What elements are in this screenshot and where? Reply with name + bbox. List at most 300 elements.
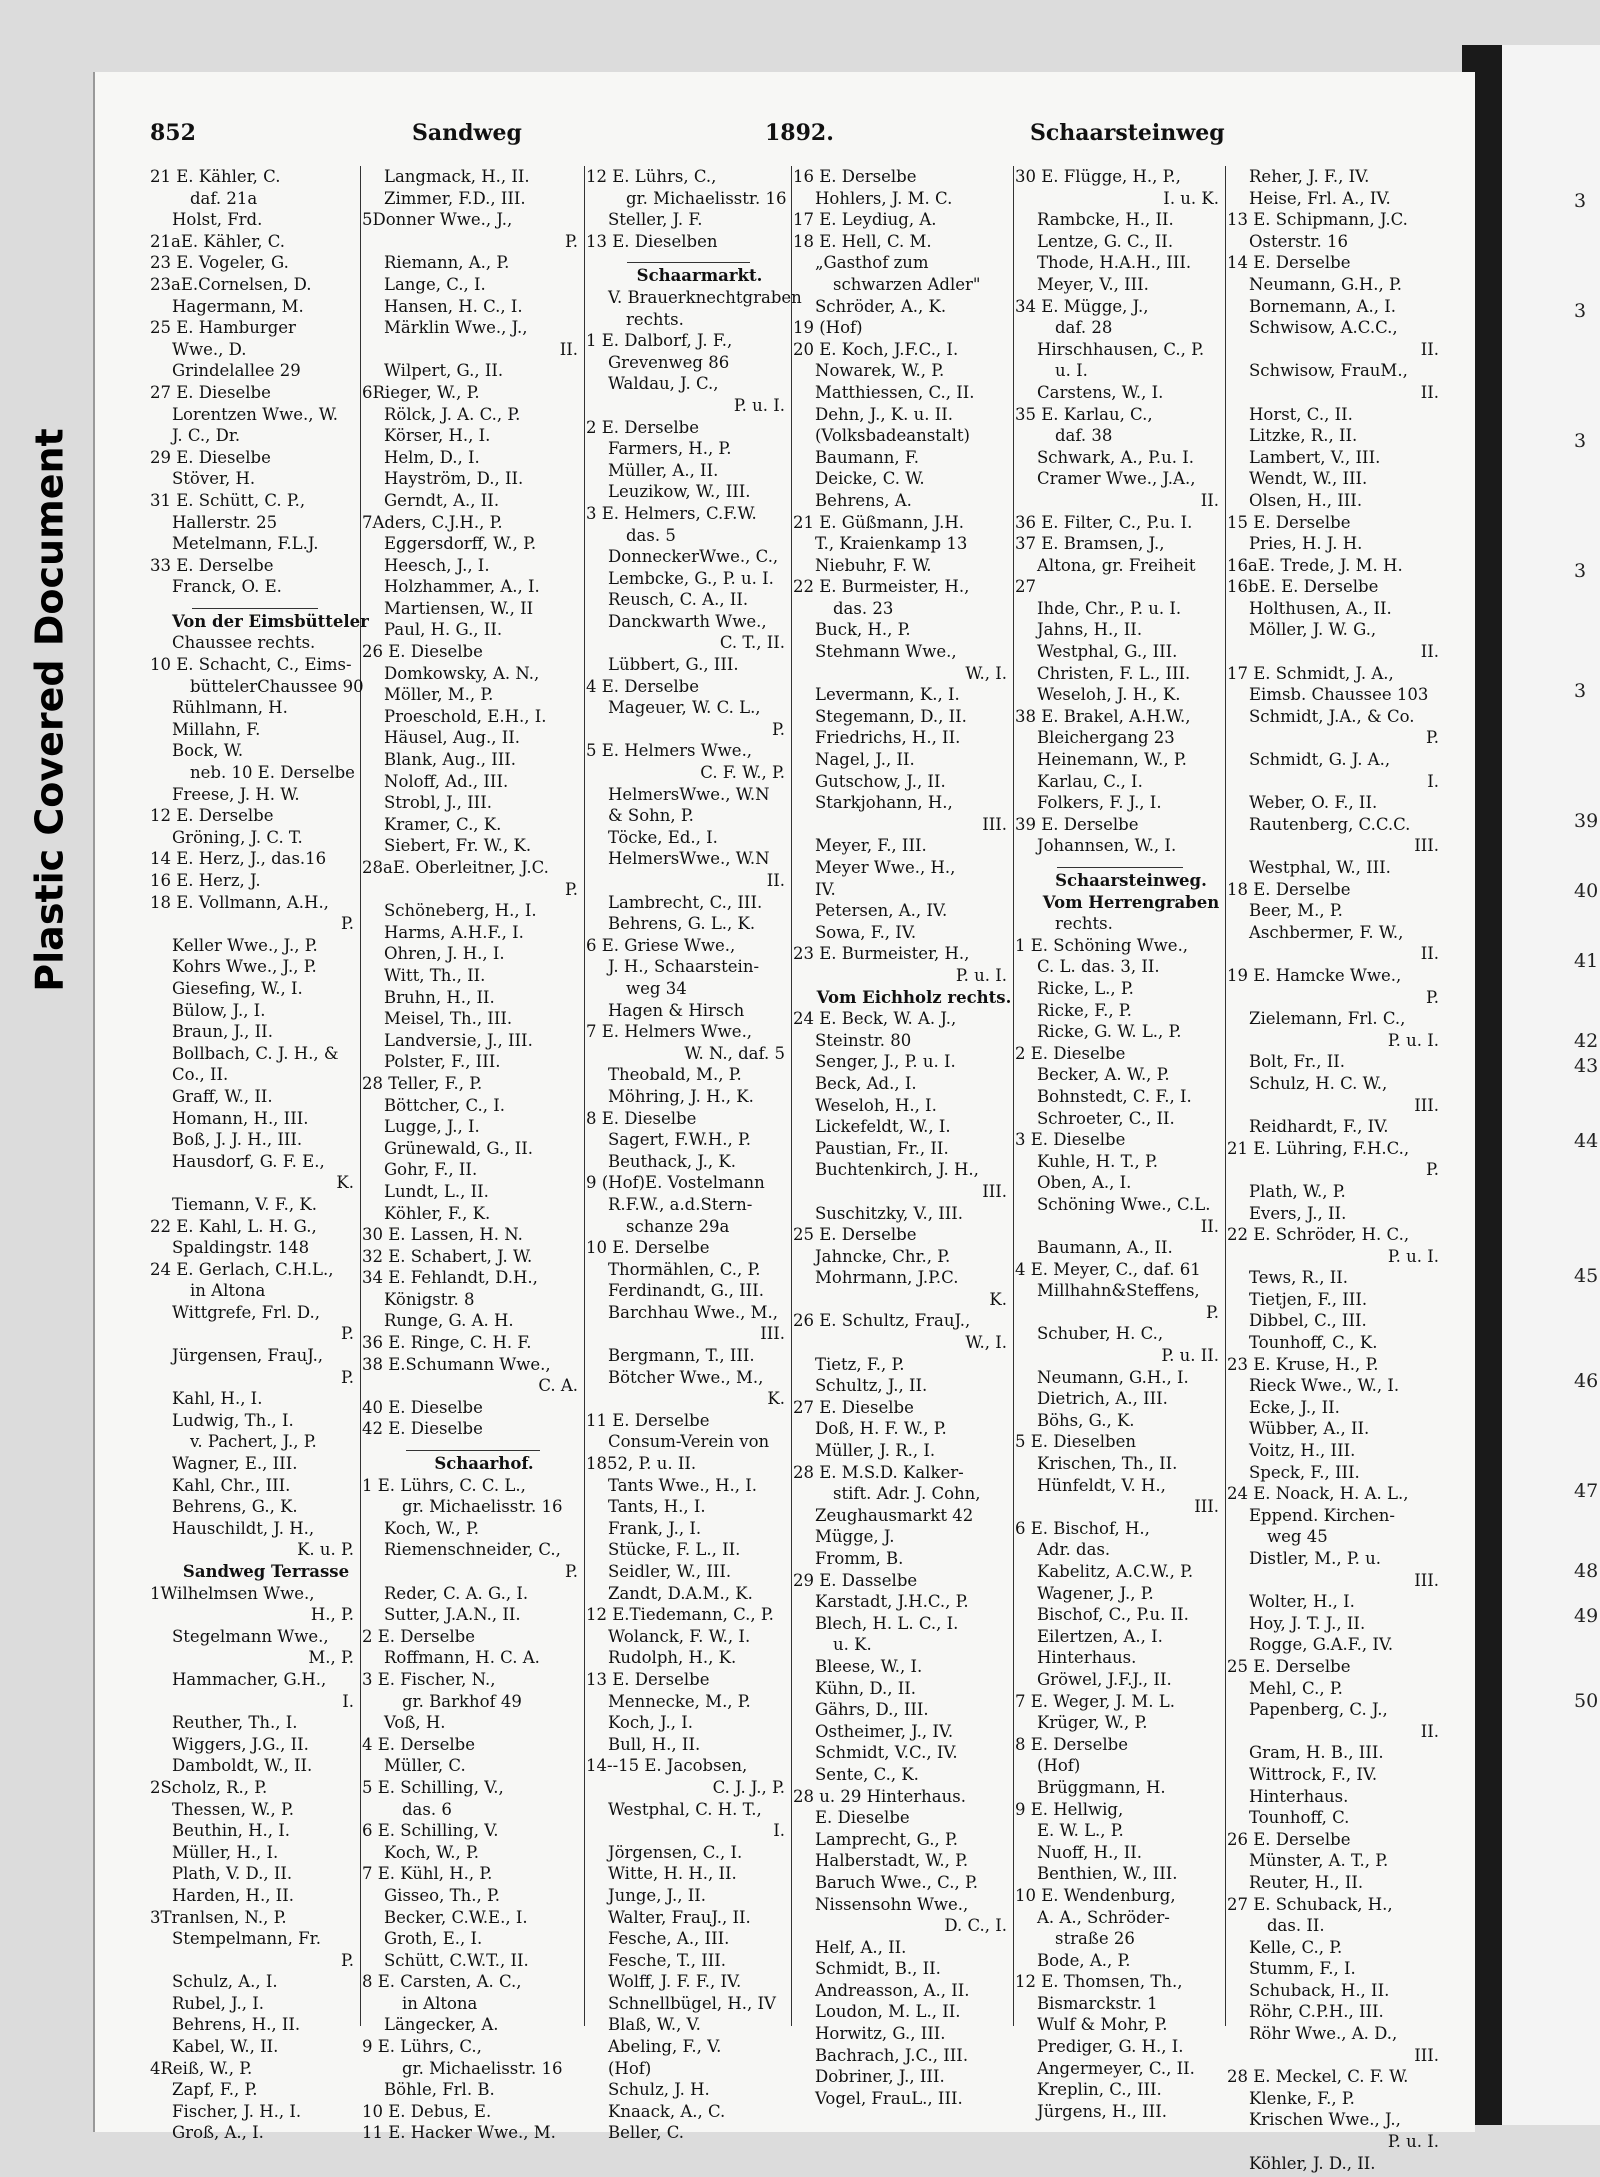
- directory-entry: Möhring, J. H., K.: [608, 1086, 754, 1106]
- directory-entry: Jahns, H., II.: [1037, 620, 1143, 640]
- directory-entry: 21 E. Lühring, F.H.C.,: [1227, 1138, 1410, 1158]
- directory-entry: Riemann, A., P.: [384, 253, 510, 273]
- edge-number: 43: [1574, 1055, 1599, 1077]
- directory-entry: Hauschildt, J. H.,: [172, 1518, 315, 1538]
- directory-entry: Wittrock, F., IV.: [1249, 1764, 1378, 1784]
- directory-entry: Abeling, F., V.: [608, 2037, 722, 2057]
- directory-entry: Krüger, W., P.: [1037, 1713, 1148, 1733]
- directory-entry: 2 E. Dieselbe: [1015, 1043, 1126, 1063]
- directory-entry: Fesche, A., III.: [608, 1929, 730, 1949]
- directory-entry: Millahn, F.: [172, 719, 261, 739]
- directory-entry: 26 E. Dieselbe: [362, 642, 483, 662]
- directory-entry: Christen, F. L., III.: [1037, 663, 1191, 683]
- directory-entry: Freese, J. H. W.: [172, 784, 300, 804]
- directory-entry: Bergmann, T., III.: [608, 1346, 755, 1366]
- directory-entry: Rubel, J., I.: [172, 1993, 264, 2013]
- edge-number: 46: [1574, 1370, 1599, 1392]
- directory-entry: Heinemann, W., P.: [1037, 750, 1187, 770]
- directory-entry: 18 E. Hell, C. M.: [793, 231, 932, 251]
- directory-entry: Runge, G. A. H.: [384, 1311, 514, 1331]
- edge-number: 50: [1574, 1690, 1599, 1712]
- directory-entry: Lorentzen Wwe., W.: [172, 404, 339, 424]
- directory-entry: Starkjohann, H.,: [815, 793, 953, 813]
- directory-entry: HelmersWwe., W.N: [608, 784, 770, 804]
- directory-entry: Speck, F., III.: [1249, 1462, 1360, 1482]
- directory-entry: 19 E. Hamcke Wwe.,: [1227, 965, 1402, 985]
- directory-entry: Litzke, R., II.: [1249, 426, 1358, 446]
- directory-entry: Andreasson, A., II.: [815, 1980, 970, 2000]
- column-rule: [1225, 166, 1226, 2026]
- directory-entry: gr. Barkhof 49: [402, 1691, 522, 1711]
- directory-entry: Stempelmann, Fr.: [172, 1929, 321, 1949]
- directory-entry: 3 E. Fischer, N.,: [362, 1669, 496, 1689]
- directory-entry: 34 E. Mügge, J.,: [1015, 296, 1149, 316]
- directory-entry: Meisel, Th., III.: [384, 1009, 513, 1029]
- directory-entry: Meyer Wwe., H.,: [815, 858, 956, 877]
- header-right-title: Schaarsteinweg: [1030, 120, 1225, 146]
- directory-entry: Westphal, W., III.: [1249, 858, 1391, 877]
- directory-entry: Carstens, W., I.: [1037, 382, 1164, 402]
- directory-entry: Sente, C., K.: [815, 1764, 919, 1784]
- directory-entry: 7 E. Helmers Wwe.,: [586, 1022, 753, 1042]
- directory-entry: Adr. das.: [1037, 1540, 1111, 1560]
- directory-entry: DonneckerWwe., C.,: [608, 547, 779, 567]
- directory-entry: Schroeter, C., II.: [1037, 1108, 1175, 1128]
- directory-entry: 4 E. Meyer, C., daf. 61: [1015, 1259, 1201, 1279]
- directory-entry: 40 E. Dieselbe: [362, 1397, 483, 1417]
- directory-entry: weg 45: [1267, 1527, 1328, 1547]
- directory-entry: D. C., I.: [944, 1916, 1007, 1936]
- directory-entry: 27 E. Schuback, H.,: [1227, 1894, 1393, 1914]
- directory-entry: Holzhammer, A., I.: [384, 577, 540, 597]
- directory-entry: 14--15 E. Jacobsen,: [586, 1756, 748, 1776]
- directory-entry: Harden, H., II.: [172, 1885, 294, 1905]
- directory-entry: Johannsen, W., I.: [1037, 836, 1177, 856]
- directory-entry: Lübbert, G., III.: [608, 655, 739, 675]
- directory-entry: Harms, A.H.F., I.: [384, 922, 524, 942]
- directory-column-4: [793, 166, 1013, 2108]
- directory-entry: Bohnstedt, C. F., I.: [1037, 1086, 1192, 1106]
- directory-entry: 13 E. Schipmann, J.C.: [1227, 210, 1408, 230]
- directory-entry: II.: [1420, 944, 1439, 964]
- directory-entry: C. L. das. 3, II.: [1037, 957, 1160, 977]
- directory-entry: Koch, W., P.: [384, 1842, 479, 1862]
- directory-entry: Consum-Verein von: [608, 1432, 770, 1452]
- directory-entry: Tietz, F., P.: [815, 1354, 905, 1374]
- column-rule: [584, 166, 585, 2026]
- directory-entry: Mehl, C., P.: [1249, 1678, 1343, 1698]
- directory-entry: Kuhle, H. T., P.: [1037, 1151, 1158, 1171]
- directory-entry: Gröwel, J.F.J., II.: [1037, 1669, 1172, 1689]
- directory-entry: 17 E. Schmidt, J. A.,: [1227, 663, 1394, 683]
- directory-entry: Böhs, G., K.: [1037, 1410, 1135, 1430]
- header-year: 1892.: [765, 120, 834, 146]
- directory-entry: Ferdinandt, G., III.: [608, 1281, 764, 1301]
- directory-entry: Mennecke, M., P.: [608, 1691, 751, 1711]
- directory-entry: Grünewald, G., II.: [384, 1138, 533, 1158]
- directory-entry: 12 E.Tiedemann, C., P.: [586, 1605, 774, 1625]
- directory-entry: Knaack, A., C.: [608, 2101, 726, 2121]
- directory-entry: Bolt, Fr., II.: [1249, 1052, 1345, 1072]
- directory-entry: Nagel, J., II.: [815, 750, 915, 770]
- directory-entry: Wittgrefe, Frl. D.,: [172, 1302, 321, 1322]
- directory-entry: Suschitzky, V., III.: [815, 1203, 964, 1223]
- directory-entry: gr. Michaelisstr. 16: [402, 2058, 563, 2078]
- directory-entry: Kabel, W., II.: [172, 2037, 279, 2057]
- directory-entry: Tants, H., I.: [608, 1497, 706, 1517]
- directory-entry: 3Tranlsen, N., P.: [150, 1907, 287, 1927]
- directory-entry: Wendt, W., III.: [1249, 469, 1368, 489]
- directory-entry: W., I.: [965, 663, 1007, 683]
- directory-entry: Behrens, G., K.: [172, 1497, 298, 1517]
- directory-entry: Gährs, D., III.: [815, 1700, 929, 1720]
- directory-entry: 10 E. Debus, E.: [362, 2101, 492, 2121]
- page-number: 852: [150, 120, 196, 146]
- directory-entry: 17 E. Leydiug, A.: [793, 210, 937, 230]
- directory-entry: Benthien, W., III.: [1037, 1864, 1178, 1884]
- directory-entry: Lambert, V., III.: [1249, 447, 1381, 467]
- directory-entry: K.: [767, 1389, 785, 1409]
- edge-number: 45: [1574, 1265, 1599, 1287]
- directory-entry: 16 E. Herz, J.: [150, 871, 261, 890]
- directory-entry: Schuber, H. C.,: [1037, 1324, 1164, 1344]
- directory-entry: E. W. L., P.: [1037, 1821, 1124, 1841]
- directory-entry: Reher, J. F., IV.: [1249, 167, 1370, 186]
- directory-entry: Töcke, Ed., I.: [608, 827, 718, 847]
- directory-entry: 36 E. Filter, C., P.u. I.: [1015, 512, 1193, 532]
- directory-entry: 35 E. Karlau, C.,: [1015, 404, 1153, 424]
- directory-entry: Vogel, FrauL., III.: [815, 2088, 963, 2108]
- directory-entry: Krischen Wwe., J.,: [1249, 2110, 1401, 2130]
- section-divider: [627, 252, 750, 263]
- directory-entry: Oben, A., I.: [1037, 1173, 1132, 1193]
- directory-entry: 8 E. Derselbe: [1015, 1734, 1128, 1754]
- directory-entry: 33 E. Derselbe: [150, 555, 274, 575]
- directory-entry: Ricke, G. W. L., P.: [1037, 1022, 1182, 1042]
- directory-entry: 28 Teller, F., P.: [362, 1073, 483, 1093]
- directory-entry: Gutschow, J., II.: [815, 771, 946, 791]
- directory-entry: Paustian, Fr., II.: [815, 1138, 949, 1158]
- section-divider: [406, 1440, 539, 1451]
- directory-entry: Karstadt, J.H.C., P.: [815, 1592, 969, 1612]
- directory-entry: P.: [564, 879, 578, 899]
- directory-entry: 12 E. Derselbe: [150, 806, 274, 826]
- directory-entry: 23 E. Burmeister, H.,: [793, 944, 970, 964]
- directory-entry: Ricke, L., P.: [1037, 978, 1134, 998]
- directory-entry: 7 E. Kühl, H., P.: [362, 1864, 493, 1884]
- directory-entry: Köhler, J. D., II.: [1249, 2153, 1376, 2173]
- directory-entry: 20 E. Koch, J.F.C., I.: [793, 339, 959, 359]
- directory-entry: Weseloh, J. H., K.: [1037, 685, 1181, 705]
- directory-entry: Stumm, F., I.: [1249, 1959, 1356, 1979]
- directory-entry: Märklin Wwe., J.,: [384, 318, 528, 338]
- edge-number: 41: [1574, 950, 1599, 972]
- directory-entry: Buchtenkirch, J. H.,: [815, 1160, 979, 1180]
- directory-entry: II.: [1420, 382, 1439, 402]
- directory-entry: Eppend. Kirchen-: [1249, 1505, 1395, 1525]
- directory-entry: 12 E. Lührs, C.,: [586, 167, 717, 186]
- directory-entry: 34 E. Fehlandt, D.H.,: [362, 1268, 538, 1288]
- directory-entry: Strobl, J., III.: [384, 793, 492, 813]
- directory-entry: 21aE. Kähler, C.: [150, 231, 286, 251]
- directory-entry: Altona, gr. Freiheit: [1037, 555, 1196, 575]
- directory-entry: Reuther, Th., I.: [172, 1713, 298, 1733]
- directory-entry: 37 E. Bramsen, J.,: [1015, 534, 1165, 554]
- directory-entry: Waldau, J. C.,: [608, 374, 719, 394]
- directory-entry: Tietjen, F., III.: [1249, 1289, 1368, 1309]
- directory-entry: Zeughausmarkt 42: [815, 1505, 974, 1525]
- directory-entry: Pries, H. J. H.: [1249, 534, 1363, 554]
- edge-number: 3: [1574, 560, 1587, 582]
- directory-entry: Giesefing, W., I.: [172, 978, 303, 998]
- directory-entry: 11 E. Hacker Wwe., M.: [362, 2123, 556, 2143]
- directory-entry: Böhle, Frl. B.: [384, 2080, 495, 2100]
- directory-entry: Wilpert, G., II.: [384, 361, 504, 381]
- directory-entry: III.: [1194, 1497, 1219, 1517]
- directory-entry: Horwitz, G., III.: [815, 2024, 946, 2044]
- directory-entry: III.: [1414, 836, 1439, 856]
- directory-column-2: [362, 166, 584, 2143]
- directory-entry: 29 E. Dasselbe: [793, 1570, 918, 1590]
- next-page-strip: [1502, 45, 1600, 2125]
- header-left-title: Sandweg: [412, 120, 522, 146]
- directory-entry: Beuthin, H., I.: [172, 1821, 291, 1841]
- directory-entry: III.: [1414, 2045, 1439, 2065]
- directory-entry: P.: [564, 231, 578, 251]
- directory-entry: Blaß, W., V.: [608, 2015, 701, 2035]
- directory-entry: Theobald, M., P.: [608, 1065, 742, 1085]
- directory-entry: Müller, C.: [384, 1756, 466, 1776]
- directory-entry: 6 E. Griese Wwe.,: [586, 935, 736, 955]
- directory-entry: Becker, A. W., P.: [1037, 1065, 1170, 1085]
- directory-entry: Behrens, A.: [815, 490, 912, 510]
- directory-entry: K.: [989, 1289, 1007, 1309]
- directory-entry: Bruhn, H., II.: [384, 987, 495, 1007]
- directory-entry: Leuzikow, W., III.: [608, 482, 751, 502]
- directory-entry: Prediger, G. H., I.: [1037, 2037, 1184, 2057]
- directory-entry: Dibbel, C., III.: [1249, 1311, 1367, 1331]
- directory-entry: 5 E. Dieselben: [1015, 1432, 1137, 1452]
- directory-entry: Böttcher, C., I.: [384, 1095, 506, 1115]
- directory-entry: Bülow, J., I.: [172, 1000, 266, 1020]
- directory-entry: Bachrach, J.C., III.: [815, 2045, 969, 2065]
- directory-column-5: [1015, 166, 1225, 2121]
- directory-entry: Hinterhaus.: [1249, 1786, 1349, 1806]
- directory-entry: K.: [336, 1173, 354, 1193]
- edge-number: 40: [1574, 880, 1599, 902]
- directory-entry: 9 E. Hellwig,: [1015, 1799, 1124, 1819]
- directory-entry: Matthiessen, C., II.: [815, 382, 975, 402]
- directory-entry: Kelle, C., P.: [1249, 1937, 1343, 1957]
- directory-entry: 24 E. Gerlach, C.H.L.,: [150, 1259, 334, 1279]
- directory-entry: 1Wilhelmsen Wwe.,: [150, 1583, 315, 1603]
- directory-entry: W., I.: [965, 1333, 1007, 1353]
- directory-entry: 16bE. E. Derselbe: [1227, 577, 1379, 597]
- directory-entry: Seidler, W., III.: [608, 1562, 732, 1581]
- directory-entry: das. 6: [402, 1799, 452, 1819]
- directory-entry: P.: [340, 914, 354, 934]
- directory-entry: I.: [773, 1821, 785, 1841]
- directory-entry: Petersen, A., IV.: [815, 901, 948, 921]
- directory-entry: Kramer, C., K.: [384, 814, 502, 834]
- directory-entry: P. u. I.: [733, 395, 785, 415]
- directory-entry: Zapf, F., P.: [172, 2080, 258, 2100]
- directory-entry: III.: [982, 814, 1007, 834]
- directory-entry: Schöneberg, H., I.: [384, 901, 537, 921]
- directory-entry: Danckwarth Wwe.,: [608, 611, 767, 631]
- directory-entry: 25 E. Derselbe: [793, 1225, 917, 1245]
- directory-entry: Köhler, F., K.: [384, 1203, 491, 1223]
- directory-entry: Thode, H.A.H., III.: [1037, 253, 1192, 273]
- directory-entry: Blech, H. L. C., I.: [815, 1613, 959, 1633]
- directory-entry: Riemenschneider, C.,: [384, 1540, 561, 1560]
- directory-entry: C. A.: [538, 1376, 578, 1396]
- directory-entry: II.: [1420, 339, 1439, 359]
- directory-entry: Fischer, J. H., I.: [172, 2101, 302, 2121]
- directory-entry: 42 E. Dieselbe: [362, 1419, 483, 1439]
- directory-entry: Klenke, F., P.: [1249, 2088, 1355, 2108]
- directory-entry: in Altona: [190, 1281, 266, 1301]
- directory-entry: 2 E. Derselbe: [586, 417, 699, 437]
- directory-entry: daf. 28: [1055, 318, 1113, 338]
- directory-entry: Ihde, Chr., P. u. I.: [1037, 598, 1182, 618]
- directory-entry: Schmidt, J.A., & Co.: [1249, 706, 1415, 726]
- directory-entry: Ricke, F., P.: [1037, 1000, 1132, 1020]
- edge-number: 3: [1574, 190, 1587, 212]
- directory-entry: Eggersdorff, W., P.: [384, 534, 537, 554]
- directory-entry: Jürgensen, FrauJ.,: [172, 1346, 324, 1366]
- directory-entry: Fesche, T., III.: [608, 1950, 727, 1970]
- directory-entry: Reder, C. A. G., I.: [384, 1583, 529, 1603]
- directory-entry: Wiggers, J.G., II.: [172, 1734, 309, 1754]
- directory-entry: Langmack, H., II.: [384, 167, 530, 186]
- directory-entry: Schröder, A., K.: [815, 296, 947, 316]
- directory-entry: Dietrich, A., III.: [1037, 1389, 1168, 1409]
- directory-entry: Bleese, W., I.: [815, 1656, 923, 1676]
- directory-entry: 30 E. Flügge, H., P.,: [1015, 167, 1181, 186]
- directory-entry: Häusel, Aug., II.: [384, 728, 520, 748]
- directory-entry: C. T., II.: [719, 633, 785, 653]
- directory-entry: C. J. J., P.: [712, 1777, 785, 1797]
- directory-entry: Müller, J. R., I.: [815, 1441, 936, 1461]
- directory-entry: Tews, R., II.: [1249, 1268, 1349, 1288]
- directory-entry: Schwisow, A.C.C.,: [1249, 318, 1398, 338]
- directory-entry: Helf, A., II.: [815, 1937, 907, 1957]
- directory-entry: 3 E. Dieselbe: [1015, 1130, 1126, 1150]
- directory-entry: 21 E. Güßmann, J.H.: [793, 512, 965, 532]
- directory-entry: 28 u. 29 Hinterhaus.: [793, 1786, 966, 1806]
- directory-entry: rechts.: [626, 309, 684, 329]
- directory-entry: Schaarhof.: [434, 1454, 534, 1474]
- directory-entry: Bismarckstr. 1: [1037, 1993, 1158, 2013]
- directory-entry: (Volksbadeanstalt): [815, 426, 970, 446]
- directory-entry: Baumann, A., II.: [1037, 1238, 1173, 1258]
- directory-entry: daf. 21a: [190, 188, 258, 208]
- directory-entry: 22 E. Kahl, L. H. G.,: [150, 1216, 317, 1236]
- directory-entry: Domkowsky, A. N.,: [384, 663, 540, 683]
- directory-entry: Aschbermer, F. W.,: [1249, 922, 1404, 942]
- directory-entry: P.: [340, 1324, 354, 1344]
- directory-entry: 30 E. Lassen, H. N.: [362, 1225, 523, 1245]
- directory-entry: H., P.: [310, 1605, 354, 1625]
- directory-entry: 27: [1015, 577, 1036, 597]
- directory-entry: Levermann, K., I.: [815, 685, 960, 705]
- directory-entry: Bornemann, A., I.: [1249, 296, 1396, 316]
- directory-entry: HelmersWwe., W.N: [608, 849, 770, 869]
- directory-entry: Braun, J., II.: [172, 1022, 273, 1042]
- directory-entry: Kahl, H., I.: [172, 1389, 263, 1409]
- directory-entry: Sutter, J.A.N., II.: [384, 1605, 521, 1625]
- directory-entry: Witte, H. H., II.: [608, 1864, 737, 1884]
- directory-entry: Deicke, C. W.: [815, 469, 925, 489]
- directory-entry: Hagen & Hirsch: [608, 1000, 745, 1020]
- directory-entry: 18 E. Derselbe: [1227, 879, 1351, 899]
- directory-entry: Neumann, G.H., I.: [1037, 1367, 1189, 1387]
- directory-entry: T., Kraienkamp 13: [815, 534, 968, 554]
- directory-entry: I.: [1427, 771, 1439, 791]
- directory-entry: Krischen, Th., II.: [1037, 1454, 1178, 1474]
- directory-entry: Halberstadt, W., P.: [815, 1851, 969, 1871]
- directory-entry: P.: [771, 719, 785, 739]
- directory-entry: Martiensen, W., II: [384, 598, 534, 618]
- directory-entry: 4 E. Derselbe: [586, 676, 699, 696]
- directory-entry: Loudon, M. L., II.: [815, 2002, 961, 2022]
- directory-entry: Behrens, H., II.: [172, 2015, 301, 2035]
- directory-entry: 4Reiß, W., P.: [150, 2058, 253, 2078]
- directory-entry: P.: [340, 1950, 354, 1970]
- directory-entry: 32 E. Schabert, J. W.: [362, 1246, 533, 1266]
- directory-entry: 26 E. Derselbe: [1227, 1829, 1351, 1849]
- directory-entry: W. N., daf. 5: [684, 1043, 785, 1063]
- directory-entry: das. 5: [626, 525, 676, 545]
- directory-entry: III.: [760, 1324, 785, 1344]
- directory-entry: Distler, M., P. u.: [1249, 1549, 1381, 1568]
- directory-entry: V. Brauerknechtgraben: [608, 287, 802, 307]
- directory-entry: Damboldt, W., II.: [172, 1756, 313, 1776]
- directory-entry: 24 E. Beck, W. A. J.,: [793, 1009, 957, 1029]
- directory-entry: Gohr, F., II.: [384, 1160, 478, 1180]
- directory-entry: Dobriner, J., III.: [815, 2067, 945, 2087]
- directory-entry: Westphal, C. H. T.,: [608, 1799, 762, 1819]
- directory-entry: Rogge, G.A.F., IV.: [1249, 1635, 1394, 1655]
- directory-entry: 39 E. Derselbe: [1015, 814, 1139, 834]
- directory-entry: Stehmann Wwe.,: [815, 642, 957, 662]
- directory-column-1: [150, 166, 369, 2143]
- directory-entry: Möller, J. W. G.,: [1249, 620, 1377, 640]
- directory-entry: Kreplin, C., III.: [1037, 2080, 1162, 2100]
- directory-entry: Rühlmann, H.: [172, 698, 288, 718]
- directory-entry: 7Aders, C.J.H., P.: [362, 512, 503, 532]
- directory-entry: Koch, J., I.: [608, 1713, 694, 1733]
- directory-entry: Hayström, D., II.: [384, 469, 524, 489]
- directory-entry: P.: [564, 1562, 578, 1581]
- directory-entry: Rambcke, H., II.: [1037, 210, 1174, 230]
- directory-entry: P.: [340, 1367, 354, 1387]
- directory-entry: II.: [1420, 1721, 1439, 1741]
- directory-entry: Dehn, J., K. u. II.: [815, 404, 954, 424]
- directory-entry: Blank, Aug., III.: [384, 750, 516, 770]
- directory-entry: Friedrichs, H., II.: [815, 728, 961, 748]
- directory-entry: Stöver, H.: [172, 469, 256, 489]
- directory-entry: Weber, O. F., II.: [1249, 793, 1378, 813]
- directory-entry: Reusch, C. A., II.: [608, 590, 749, 610]
- directory-entry: daf. 38: [1055, 426, 1113, 446]
- directory-entry: Hünfeldt, V. H.,: [1037, 1475, 1166, 1495]
- directory-entry: 25 E. Derselbe: [1227, 1656, 1351, 1676]
- directory-entry: Ostheimer, J., IV.: [815, 1721, 954, 1741]
- directory-entry: P. u. I.: [1387, 1246, 1439, 1266]
- directory-entry: Cramer Wwe., J.A.,: [1037, 469, 1196, 489]
